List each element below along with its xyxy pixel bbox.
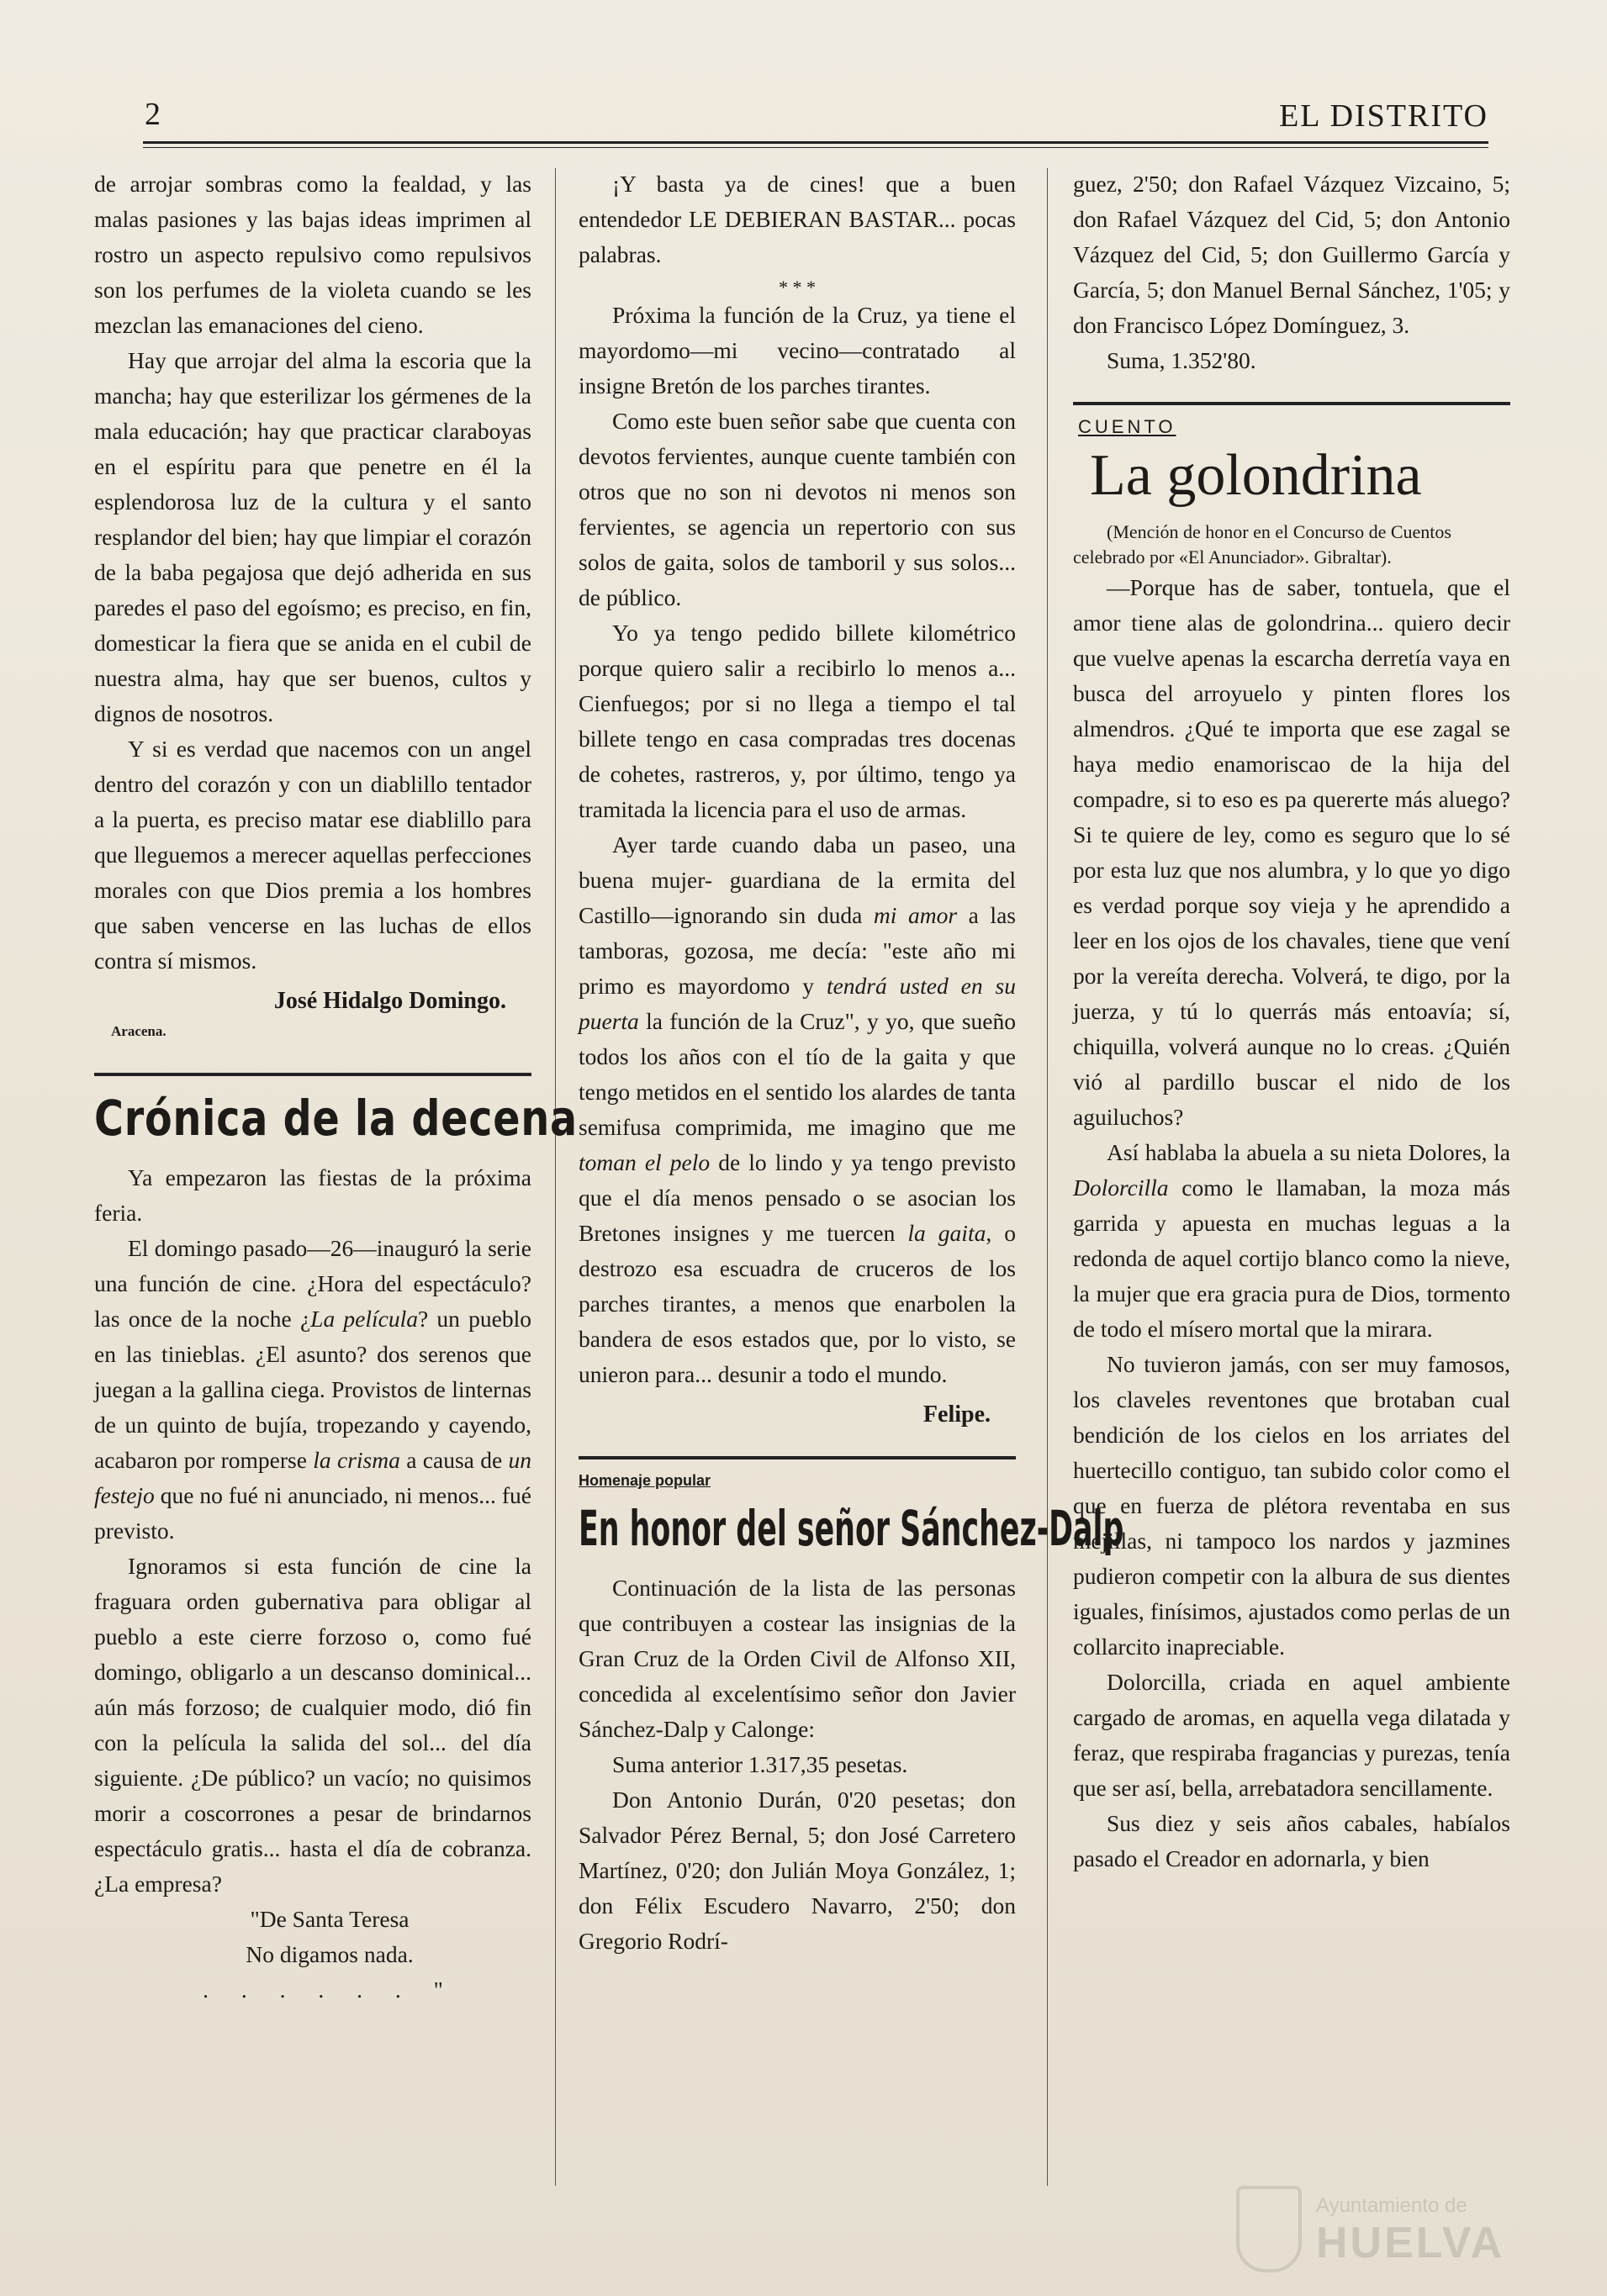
archive-watermark	[1236, 2186, 1564, 2270]
column-divider	[555, 168, 556, 2186]
section-rule	[579, 1456, 1016, 1459]
article-paragraph: Yo ya tengo pedido billete kilométrico porque quiero salir a recibirlo lo menos a... Cienfuegos; por si no llega a tiempo el tal billete tengo en casa compradas tres docenas de cohetes, rastreros, y, por último, tengo ya tramitada la licencia para el uso de armas.	[579, 620, 1016, 822]
page-number: 2	[145, 97, 161, 132]
article-paragraph: Don Antonio Durán, 0'20 pesetas; don Salvador Pérez Bernal, 5; don José Carretero Martínez, 0'20; don Julián Moya González, 1; don Félix Escudero Navarro, 2'50; don Gregorio Rodrí-	[579, 1787, 1016, 1954]
article-paragraph: Y si es verdad que nacemos con un angel dentro del corazón y con un diablillo tentador a la puerta, es preciso matar ese diablillo para que lleguemos a merecer aquellas perfecciones morales con que Dios premia a los hombres que saben vencerse en las luchas de ellos contra sí mismos.	[94, 736, 531, 974]
article-paragraph: No tuvieron jamás, con ser muy famosos, los claveles reventones que brotaban cual bendición de los cielos en los arriates del huertecillo contiguo, tan subido color como el que en fuerza de plétora reventaba en sus mejillas, ni tampoco los nardos y jazmines pudieron competir con la albura de sus dientes iguales, finísimos, ajustados como perlas de un collarcito inapreciable.	[1073, 1351, 1510, 1660]
article-paragraph: ¡Y basta ya de cines! que a buen entendedor LE DEBIERAN BASTAR... pocas palabras.	[579, 171, 1016, 267]
section-kicker: CUENTO	[1078, 416, 1176, 437]
author-signature: Felipe.	[922, 1401, 991, 1428]
page-header	[143, 94, 1488, 136]
column-divider	[1047, 168, 1048, 2186]
signature-place: Aracena.	[111, 1023, 167, 1039]
article-paragraph: Suma anterior 1.317,35 pesetas.	[612, 1751, 908, 1777]
author-signature: José Hidalgo Domingo.	[273, 988, 506, 1014]
total-line: Suma, 1.352'80.	[1107, 347, 1256, 373]
newspaper-name: EL DISTRITO	[1279, 98, 1488, 134]
section-rule	[94, 1073, 531, 1076]
ellipsis-line: . . . . . . "	[203, 1977, 457, 2003]
article-paragraph: Dolorcilla, criada en aquel ambiente cargado de aromas, en aquella vega dilatada y feraz, que respiraba fragancias y purezas, tenía que ser así, bella, arrebatadora sencillamente.	[1073, 1669, 1510, 1801]
article-paragraph: Ayer tarde cuando daba un paseo, una buena mujer- guardiana de la ermita del Castillo—ignorando sin duda mi amor a las tamboras, gozosa, me decía: "este año mi primo es mayordomo y tendrá usted en su puerta la función de la Cruz", y yo, que sueño todos los años con el tío de la gaita y que tengo metidos en el sentido los alardes de tanta semifusa comprimida, me imagino que me toman el pelo de lo lindo y ya tengo previsto que el día menos pensado o se asocian los Bretones insignes y me tuercen la gaita, o destrozo esa escuadra de cruceros de los parches tirantes, a menos que enarbolen la bandera de esos estados que, por lo visto, se unieron para... desunir a todo el mundo.	[579, 831, 1017, 1387]
quote-line: No digamos nada.	[246, 1941, 414, 1967]
article-paragraph: Ya empezaron las fiestas de la próxima feria.	[94, 1164, 531, 1226]
section-heading: En honor del señor Sánchez-Dalp	[579, 1500, 1124, 1557]
section-separator: * * *	[779, 277, 816, 298]
column-3	[1073, 166, 1510, 1876]
article-paragraph: El domingo pasado—26—inauguró la serie una función de cine. ¿Hora del espectáculo? las once de la noche ¿La película? un pueblo en las tinieblas. ¿El asunto? dos serenos que juegan a la gallina ciega. Provistos de linternas de un quinto de bujía, tropezando y cayendo, acabaron por romperse la crisma a causa de un festejo que no fué ni anunciado, ni menos... fué previsto.	[94, 1235, 532, 1544]
section-heading: Crónica de la decena	[94, 1090, 578, 1147]
section-heading: La golondrina	[1090, 443, 1422, 508]
quote-line: "De Santa Teresa	[250, 1906, 410, 1932]
article-paragraph: Ignoramos si esta función de cine la fraguara orden gubernativa para obligar al pueblo a este cierre forzoso o, como fué domingo, obligarlo a un descanso dominical... aún más forzoso; de cualquier modo, dió fin con la película la salida del sol... del día siguiente. ¿De público? un vacío; no quisimos morir a coscorrones a pesar de brindarnos espectáculo gratis... hasta el día de cobranza. ¿La empresa?	[94, 1553, 531, 1897]
section-kicker: Homenaje popular	[579, 1472, 711, 1489]
article-paragraph: Sus diez y seis años cabales, habíalos pasado el Creador en adornarla, y bien	[1073, 1810, 1510, 1871]
article-paragraph: de arrojar sombras como la fealdad, y las malas pasiones y las bajas ideas imprimen al rostro un aspecto repulsivo como repulsivos son los perfumes de la violeta cuando se les mezclan las emanaciones del cieno.	[94, 171, 531, 338]
column-1	[94, 166, 578, 2008]
section-rule	[1073, 402, 1510, 405]
article-paragraph: —Porque has de saber, tontuela, que el amor tiene alas de golondrina... quiero decir que vuelve apenas la escarcha derretía vaya en busca del arroyuelo y pinten flores los almendros. ¿Qué te importa que ese zagal se haya medio enamoriscao de la hija del compadre, si to eso es pa quererte más aluego? Si te quiere de ley, como es seguro que lo sé por esta luz que nos alumbra, y lo que yo digo es verdad porque soy vieja y he aprendido a leer en los ojos de los chavales, tiene que vení por la vereíta derecha. Volverá, te digo, por la juerza, y tú lo querrás más entoavía; sí, chiquilla, volverá aunque no lo creas. ¿Quién vió al pardillo buscar el nido de los aguiluchos?	[1073, 574, 1510, 1130]
story-note: (Mención de honor en el Concurso de Cuentos celebrado por «El Anunciador». Gibraltar).	[1073, 521, 1451, 567]
article-paragraph: Próxima la función de la Cruz, ya tiene el mayordomo—mi vecino—contratado al insigne Bretón de los parches tirantes.	[579, 302, 1016, 399]
column-2	[579, 166, 1124, 1959]
article-paragraph: Así hablaba la abuela a su nieta Dolores, la Dolorcilla como le llamaban, la moza más garrida y apuesta en muchas leguas a la redonda de aquel cortijo blanco como la nieve, la mujer que era gracia pura de Dios, tormento de todo el mísero mortal que la mirara.	[1073, 1139, 1510, 1342]
article-paragraph: Como este buen señor sabe que cuenta con devotos fervientes, aunque cuente también con otros que no son ni devotos ni menos son fervientes, se agencia un repertorio con sus solos de gaita, solos de tamboril y sus solos... de público.	[579, 408, 1016, 610]
watermark-small-text: Ayuntamiento de	[1316, 2194, 1467, 2217]
shield-icon	[1236, 2186, 1302, 2272]
article-paragraph: Continuación de la lista de las personas que contribuyen a costear las insignias de la Gran Cruz de la Orden Civil de Alfonso XII, concedida al excelentísimo señor don Javier Sánchez-Dalp y Calonge:	[579, 1575, 1016, 1742]
article-paragraph: guez, 2'50; don Rafael Vázquez Vizcaino, 5; don Rafael Vázquez del Cid, 5; don Antonio Vázquez del Cid, 5; don Guillermo García y García, 5; don Manuel Bernal Sánchez, 1'05; y don Francisco López Domínguez, 3.	[1073, 171, 1510, 338]
watermark-big-text: HUELVA	[1316, 2219, 1505, 2267]
article-paragraph: Hay que arrojar del alma la escoria que la mancha; hay que esterilizar los gérmenes de la mala educación; hay que practicar claraboyas en el espíritu para que penetre en él la esplendorosa luz de la cultura y el santo resplandor del bien; hay que limpiar el corazón de la baba pegajosa que dejó adherida en sus paredes el paso del egoísmo; es preciso, en fin, domesticar la fiera que se anida en el cubil de nuestra alma, hay que ser buenos, cultos y dignos de nosotros.	[94, 347, 531, 726]
header-rule	[143, 141, 1488, 148]
